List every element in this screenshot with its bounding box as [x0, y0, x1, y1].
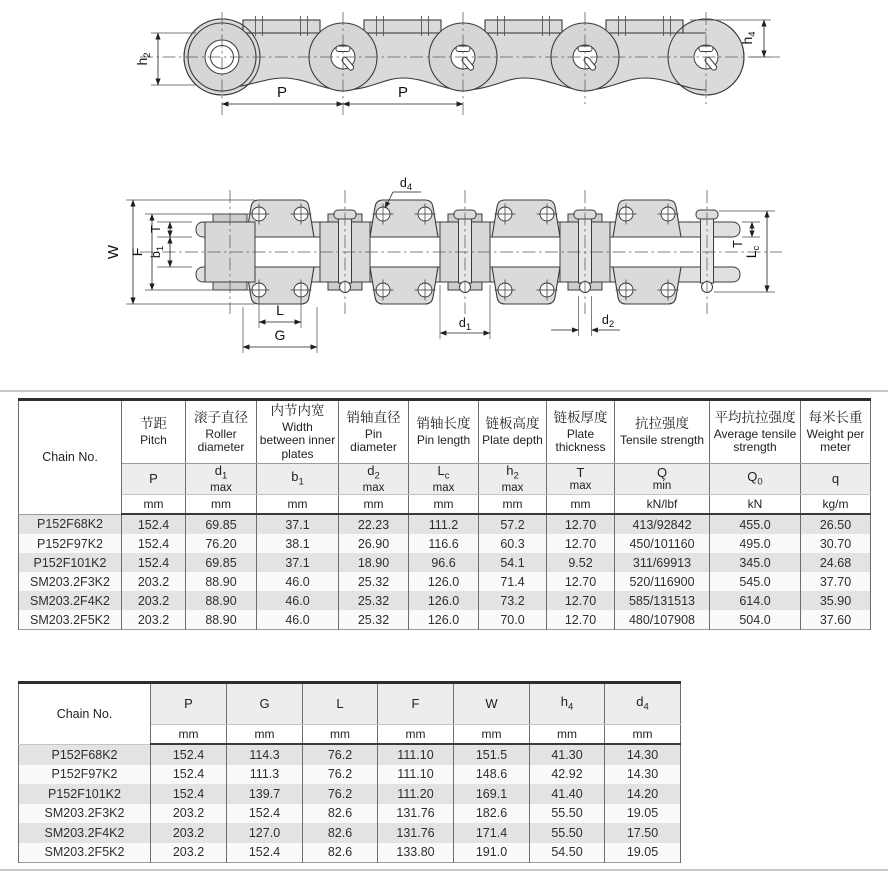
value-cell: 76.2 [303, 744, 378, 765]
symbol-main: L [437, 463, 445, 479]
symbol [411, 464, 476, 482]
value-cell: 504.0 [710, 610, 801, 630]
value-cell: 152.4 [151, 784, 227, 804]
symbol-note: max [501, 481, 524, 494]
value-cell: 38.1 [257, 534, 339, 553]
chain-no-cell: P152F101K2 [19, 553, 122, 572]
column-header-cn: 节距 [140, 416, 167, 432]
unit-cell: mm [605, 725, 681, 745]
table-row [19, 553, 871, 572]
column-header [257, 400, 339, 464]
symbol-main: h [506, 463, 514, 479]
column-header-cn: 链板高度 [485, 416, 540, 432]
value-cell: 148.6 [454, 765, 530, 785]
symbol-main: Q [747, 469, 758, 485]
value-cell: 12.70 [547, 514, 615, 534]
value-cell: 203.2 [151, 823, 227, 843]
unit-cell: mm [409, 495, 479, 515]
value-cell: 19.05 [605, 843, 681, 863]
table-row [19, 843, 681, 863]
chain-no-cell: P152F101K2 [19, 784, 151, 804]
symbol-sub: 2 [374, 470, 380, 482]
chain-no-header: Chain No. [19, 683, 151, 745]
value-cell: 69.85 [186, 514, 257, 534]
column-header-cn: 平均抗拉强度 [714, 409, 796, 425]
symbol [380, 697, 451, 711]
symbol-sub: 1 [221, 470, 228, 482]
symbol [532, 695, 602, 713]
value-cell: 614.0 [710, 591, 801, 610]
value-cell: 126.0 [409, 591, 479, 610]
symbol-main: d [367, 463, 375, 479]
symbol-note: max [569, 479, 592, 492]
value-cell: 9.52 [547, 553, 615, 572]
symbol [803, 472, 868, 486]
symbol-sub: 1 [298, 476, 304, 488]
symbol-main: d [214, 463, 222, 479]
symbol-cell [454, 683, 530, 725]
value-cell: 17.50 [605, 823, 681, 843]
symbol-cell [605, 683, 681, 725]
value-cell: 111.10 [378, 765, 454, 785]
dim-label-f: F [129, 247, 145, 257]
symbol [456, 697, 527, 711]
symbol-main: d [636, 694, 644, 710]
attachment-table-body [19, 744, 681, 863]
symbol-cell [615, 464, 710, 495]
value-cell: 133.80 [378, 843, 454, 863]
value-cell: 152.4 [227, 843, 303, 863]
value-cell: 111.2 [409, 514, 479, 534]
value-cell: 14.20 [605, 784, 681, 804]
symbol-cell [547, 464, 615, 495]
value-cell: 82.6 [303, 804, 378, 824]
value-cell: 46.0 [257, 610, 339, 630]
column-header [710, 400, 801, 464]
value-cell: 14.30 [605, 765, 681, 785]
symbol-sub: 2 [513, 470, 519, 482]
symbol-note: max [210, 481, 232, 494]
value-cell: 41.40 [530, 784, 605, 804]
value-cell: 73.2 [479, 591, 547, 610]
table-row [19, 572, 871, 591]
chain-no-header: Chain No. [19, 400, 122, 515]
table-row [19, 534, 871, 553]
value-cell: 18.90 [339, 553, 409, 572]
symbol-note: max [432, 481, 455, 494]
chain-no-cell: SM203.2F5K2 [19, 843, 151, 863]
unit-cell: mm [122, 495, 186, 515]
symbol-cell [409, 464, 479, 495]
value-cell: 111.3 [227, 765, 303, 785]
value-cell: 171.4 [454, 823, 530, 843]
column-header-cn: 抗拉强度 [635, 416, 689, 432]
value-cell: 26.90 [339, 534, 409, 553]
value-cell: 111.20 [378, 784, 454, 804]
symbol-main: F [411, 696, 420, 712]
value-cell: 60.3 [479, 534, 547, 553]
pin-shaft [459, 219, 472, 283]
column-header-en: Tensile strength [619, 433, 705, 448]
symbol-sub: 4 [567, 701, 574, 713]
symbol-main: q [831, 471, 840, 487]
value-cell: 152.4 [151, 765, 227, 785]
value-cell: 37.1 [257, 514, 339, 534]
column-header [339, 400, 409, 464]
symbol-main: T [576, 465, 585, 481]
symbol-main: h [560, 694, 568, 710]
attachment-tab [243, 20, 320, 33]
value-cell: 131.76 [378, 804, 454, 824]
dim-label-t-right: T [731, 240, 745, 248]
chain-no-cell: SM203.2F5K2 [19, 610, 122, 630]
value-cell: 151.5 [454, 744, 530, 765]
value-cell: 71.4 [479, 572, 547, 591]
unit-cell: kN/lbf [615, 495, 710, 515]
value-cell: 203.2 [122, 591, 186, 610]
value-cell: 26.50 [801, 514, 871, 534]
unit-cell: mm [227, 725, 303, 745]
value-cell: 127.0 [227, 823, 303, 843]
symbol [712, 470, 798, 488]
value-cell: 25.32 [339, 572, 409, 591]
table-row [19, 744, 681, 765]
column-header [615, 400, 710, 464]
value-cell: 82.6 [303, 843, 378, 863]
symbol-cell [479, 464, 547, 495]
value-cell: 25.32 [339, 591, 409, 610]
dim-label-d4: $d_4$ [399, 176, 413, 193]
column-header-en: Pin length [416, 433, 471, 448]
symbol-cell [530, 683, 605, 725]
value-cell: 76.2 [303, 784, 378, 804]
attachment-tab [606, 20, 683, 33]
value-cell: 37.60 [801, 610, 871, 630]
column-header-cn: 滚子直径 [194, 409, 248, 425]
value-cell: 30.70 [801, 534, 871, 553]
column-header [479, 400, 547, 464]
dimensions-table [18, 398, 871, 630]
value-cell: 57.2 [479, 514, 547, 534]
unit-cell: mm [303, 725, 378, 745]
attachment-table [18, 681, 681, 863]
value-cell: 19.05 [605, 804, 681, 824]
value-cell: 37.70 [801, 572, 871, 591]
symbol-main: b [291, 469, 299, 485]
value-cell: 69.85 [186, 553, 257, 572]
pin-shaft [579, 219, 592, 283]
column-header-en: Pitch [140, 433, 167, 448]
plan-view-drawing [0, 165, 888, 397]
value-cell: 152.4 [122, 514, 186, 534]
table-row [19, 784, 681, 804]
value-cell: 46.0 [257, 591, 339, 610]
value-cell: 12.70 [547, 572, 615, 591]
symbol [341, 464, 406, 482]
value-cell: 126.0 [409, 610, 479, 630]
pin-shaft [701, 219, 714, 283]
value-cell: 152.4 [122, 534, 186, 553]
value-cell: 520/116900 [615, 572, 710, 591]
table-row [19, 804, 681, 824]
value-cell: 169.1 [454, 784, 530, 804]
chain-no-cell: SM203.2F4K2 [19, 591, 122, 610]
column-header [122, 400, 186, 464]
dim-label-l: L [276, 302, 284, 318]
symbol [305, 697, 375, 711]
value-cell: 12.70 [547, 591, 615, 610]
symbol-note: min [652, 479, 672, 492]
symbol [188, 464, 254, 482]
value-cell: 25.32 [339, 610, 409, 630]
value-cell: 545.0 [710, 572, 801, 591]
symbol [617, 466, 707, 480]
value-cell: 311/69913 [615, 553, 710, 572]
table-row [19, 823, 681, 843]
value-cell: 203.2 [151, 804, 227, 824]
value-cell: 152.4 [122, 553, 186, 572]
value-cell: 139.7 [227, 784, 303, 804]
symbol [549, 466, 612, 480]
value-cell: 54.50 [530, 843, 605, 863]
symbol-cell [122, 464, 186, 495]
symbol-cell [303, 683, 378, 725]
column-header-en: Plate thickness [555, 426, 606, 454]
value-cell: 203.2 [122, 610, 186, 630]
dim-label-t-left: T [149, 225, 163, 233]
unit-cell: kg/m [801, 495, 871, 515]
value-cell: 116.6 [409, 534, 479, 553]
value-cell: 114.3 [227, 744, 303, 765]
symbol-cell [186, 464, 257, 495]
symbol-main: L [336, 696, 344, 712]
unit-cell: mm [151, 725, 227, 745]
symbol [229, 697, 300, 711]
value-cell: 96.6 [409, 553, 479, 572]
attachment-tab [485, 20, 562, 33]
column-header [409, 400, 479, 464]
column-header-en: Plate depth [482, 433, 543, 448]
column-header-cn: 销轴直径 [346, 409, 401, 425]
chain-no-cell: P152F97K2 [19, 534, 122, 553]
table-row [19, 514, 871, 534]
table-row [19, 610, 871, 630]
value-cell: 37.1 [257, 553, 339, 572]
value-cell: 111.10 [378, 744, 454, 765]
value-cell: 35.90 [801, 591, 871, 610]
symbol-cell [151, 683, 227, 725]
value-cell: 585/131513 [615, 591, 710, 610]
unit-cell: mm [257, 495, 339, 515]
symbol-cell [339, 464, 409, 495]
column-header-cn: 每米长重 [808, 409, 863, 425]
symbol-note: max [362, 481, 385, 494]
dim-label-h4: $h_4$ [739, 31, 758, 45]
value-cell: 54.1 [479, 553, 547, 572]
value-cell: 345.0 [710, 553, 801, 572]
chain-no-cell: P152F97K2 [19, 765, 151, 785]
value-cell: 41.30 [530, 744, 605, 765]
value-cell: 191.0 [454, 843, 530, 863]
symbol [124, 472, 183, 486]
value-cell: 455.0 [710, 514, 801, 534]
dim-label-w: W [105, 244, 122, 260]
pin-shaft [339, 219, 352, 283]
table-row [19, 591, 871, 610]
symbol-cell [257, 464, 339, 495]
symbol-sub: c [444, 470, 450, 482]
value-cell: 203.2 [151, 843, 227, 863]
section-divider [0, 869, 888, 871]
value-cell: 12.70 [547, 534, 615, 553]
value-cell: 131.76 [378, 823, 454, 843]
value-cell: 76.2 [303, 765, 378, 785]
symbol-sub: 0 [757, 476, 763, 488]
column-header-en: Average tensile strength [713, 426, 797, 454]
attachment-tab [364, 20, 441, 33]
value-cell: 88.90 [186, 610, 257, 630]
symbol [481, 464, 544, 482]
value-cell: 55.50 [530, 823, 605, 843]
chain-no-cell: SM203.2F4K2 [19, 823, 151, 843]
unit-cell: mm [378, 725, 454, 745]
dim-label-lc: $L_c$ [743, 245, 762, 259]
column-header-cn: 链板厚度 [553, 409, 608, 425]
value-cell: 480/107908 [615, 610, 710, 630]
side-view-drawing [0, 0, 888, 165]
attachment-table-wrap [18, 681, 680, 863]
symbol-cell [801, 464, 871, 495]
dim-label-p-right: P [397, 84, 409, 101]
centerlines [140, 190, 782, 314]
unit-cell: kN [710, 495, 801, 515]
value-cell: 24.68 [801, 553, 871, 572]
section-divider [0, 390, 888, 392]
value-cell: 88.90 [186, 591, 257, 610]
value-cell: 88.90 [186, 572, 257, 591]
value-cell: 46.0 [257, 572, 339, 591]
chain-no-cell: SM203.2F3K2 [19, 804, 151, 824]
column-header [801, 400, 871, 464]
column-header [186, 400, 257, 464]
unit-cell: mm [186, 495, 257, 515]
dim-label-h2: $h_2$ [134, 52, 153, 66]
chain-no-cell: P152F68K2 [19, 514, 122, 534]
symbol [259, 470, 336, 488]
value-cell: 76.20 [186, 534, 257, 553]
value-cell: 82.6 [303, 823, 378, 843]
chain-no-cell: SM203.2F3K2 [19, 572, 122, 591]
value-cell: 22.23 [339, 514, 409, 534]
column-header-en: Roller diameter [197, 426, 245, 454]
value-cell: 126.0 [409, 572, 479, 591]
unit-cell: mm [530, 725, 605, 745]
column-header-en: Weight per meter [806, 426, 865, 454]
value-cell: 413/92842 [615, 514, 710, 534]
dimensions-table-wrap [18, 398, 870, 630]
value-cell: 12.70 [547, 610, 615, 630]
unit-cell: mm [454, 725, 530, 745]
column-header-cn: 销轴长度 [416, 416, 471, 432]
symbol [153, 697, 224, 711]
symbol-main: Q [656, 465, 668, 481]
column-header-en: Pin diameter [350, 426, 397, 454]
symbol-cell [710, 464, 801, 495]
value-cell: 152.4 [151, 744, 227, 765]
symbol-main: G [259, 696, 270, 712]
dim-label-d1: $d_1$ [458, 316, 472, 333]
dim-label-g: G [274, 327, 286, 343]
symbol-main: W [485, 696, 498, 712]
dimensions-table-body [19, 514, 871, 630]
symbol-sub: 4 [643, 701, 649, 713]
symbol-cell [378, 683, 454, 725]
value-cell: 152.4 [227, 804, 303, 824]
value-cell: 450/101160 [615, 534, 710, 553]
symbol-main: P [184, 696, 193, 712]
column-header-cn: 内节内宽 [270, 402, 325, 418]
unit-cell: mm [547, 495, 615, 515]
value-cell: 55.50 [530, 804, 605, 824]
unit-cell: mm [479, 495, 547, 515]
symbol [607, 695, 678, 713]
dim-label-p-left: P [276, 84, 288, 101]
symbol-cell [227, 683, 303, 725]
value-cell: 182.6 [454, 804, 530, 824]
table-row [19, 765, 681, 785]
symbol-main: P [149, 471, 158, 487]
value-cell: 203.2 [122, 572, 186, 591]
chain-no-cell: P152F68K2 [19, 744, 151, 765]
value-cell: 70.0 [479, 610, 547, 630]
value-cell: 14.30 [605, 744, 681, 765]
column-header-en: Width between inner plates [259, 419, 336, 461]
unit-cell: mm [339, 495, 409, 515]
value-cell: 42.92 [530, 765, 605, 785]
value-cell: 495.0 [710, 534, 801, 553]
dim-label-b1: $b_1$ [149, 245, 166, 259]
dim-label-d2: $d_2$ [601, 313, 615, 330]
column-header [547, 400, 615, 464]
